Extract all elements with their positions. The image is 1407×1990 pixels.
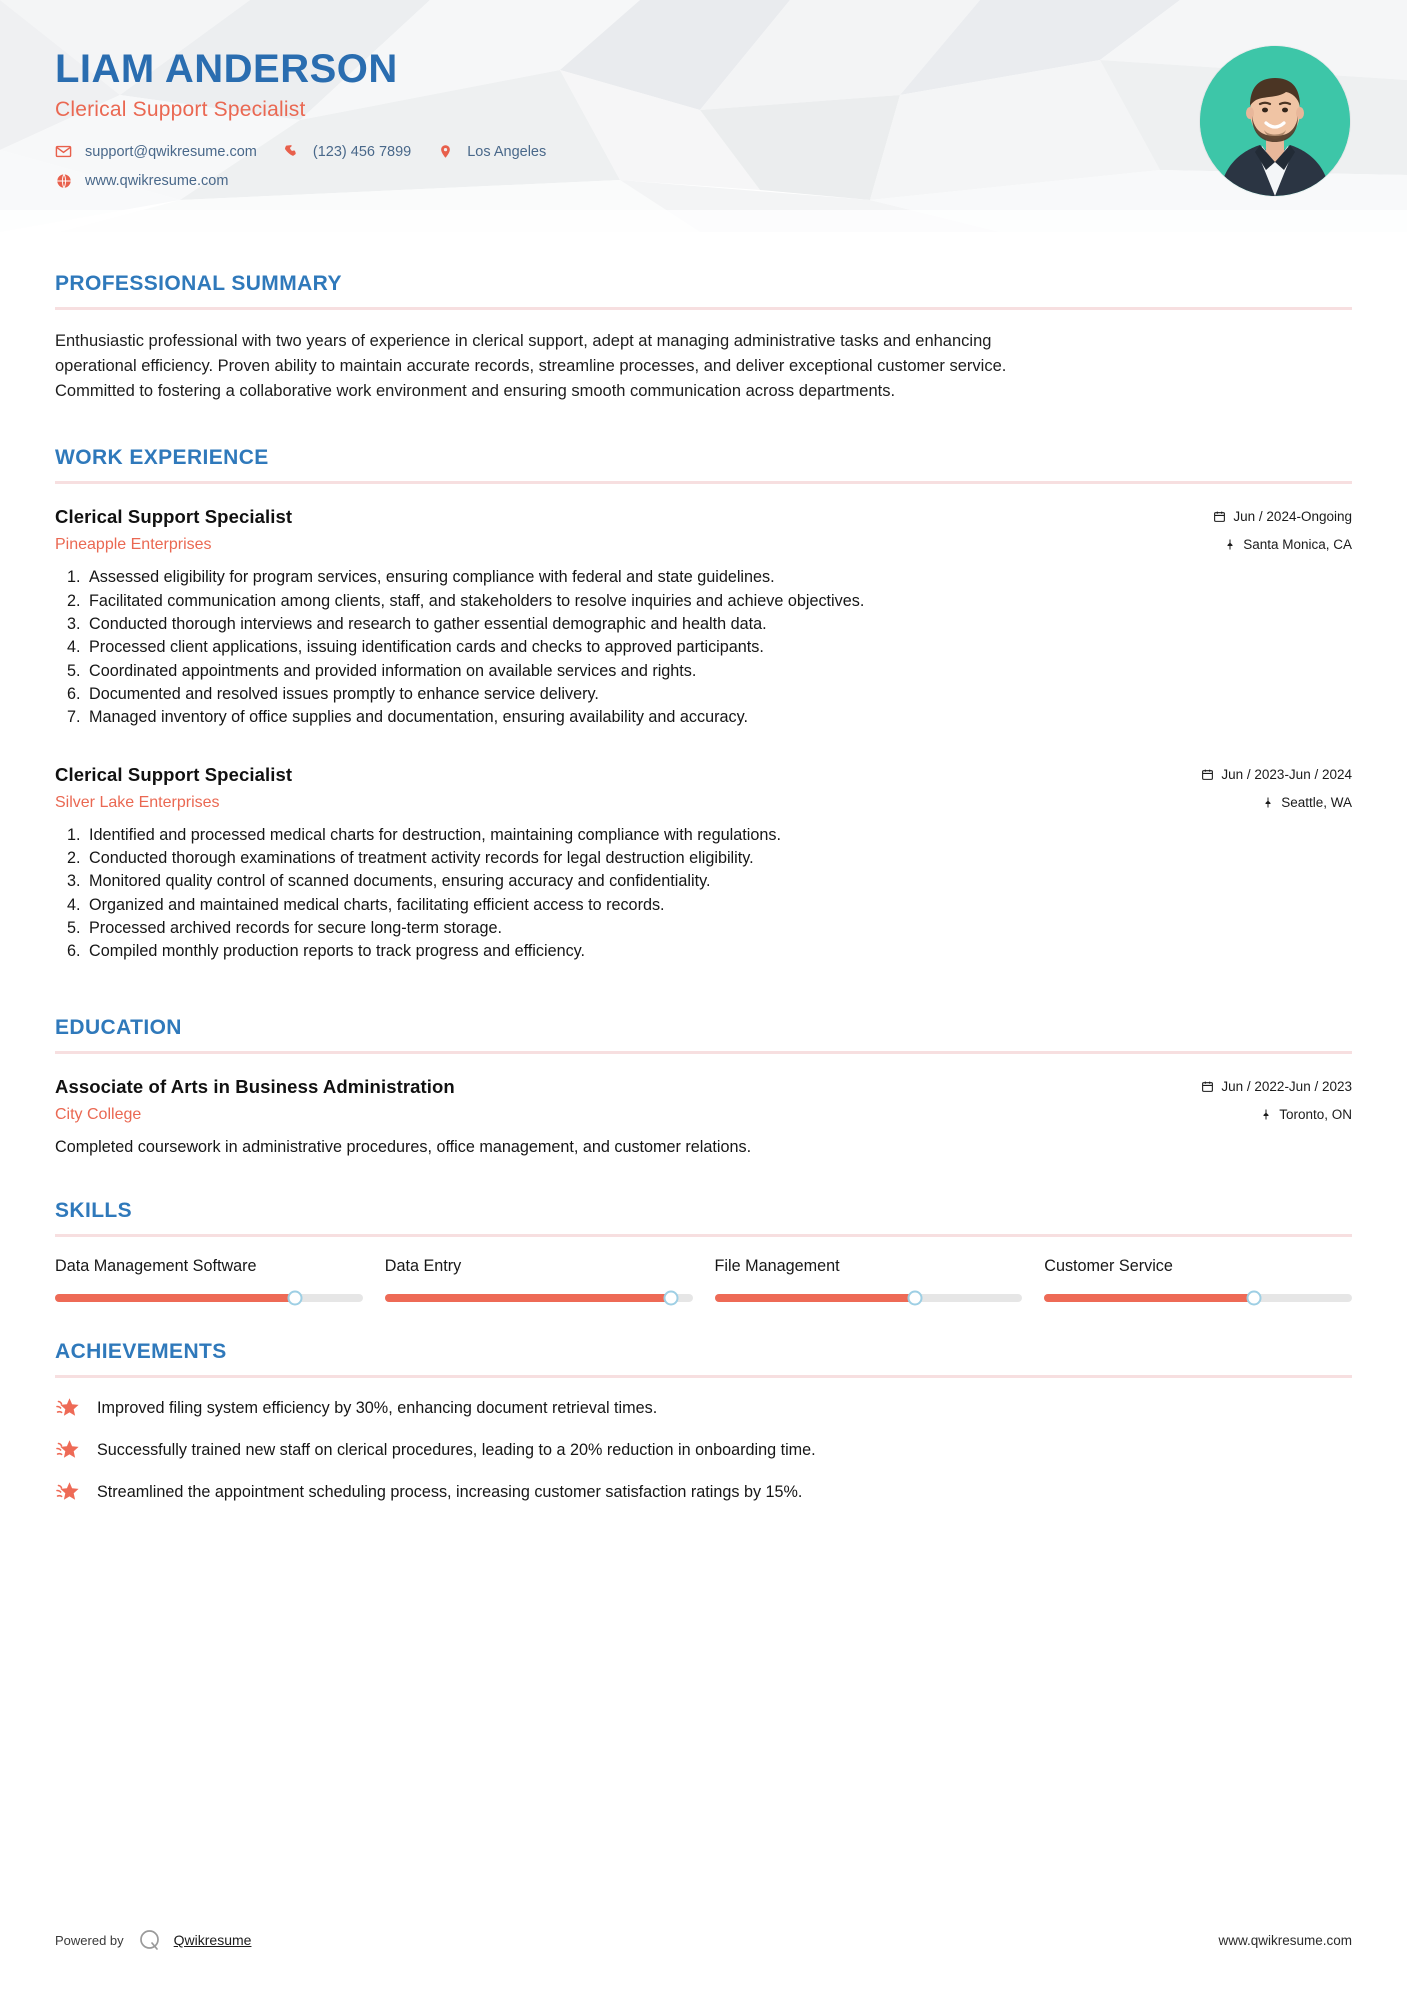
experience-location-value: Seattle, WA [1281, 794, 1352, 810]
powered-by [55, 1928, 251, 1952]
star-icon [55, 1397, 81, 1421]
page-title: LIAM ANDERSON [55, 47, 398, 91]
skill-progress-knob[interactable] [907, 1290, 922, 1305]
list-item [55, 1439, 1352, 1463]
skill-progress-fill [55, 1294, 295, 1302]
education-school: City College [55, 1105, 142, 1123]
experience-location [1213, 537, 1352, 552]
contact-row-secondary [55, 172, 1352, 189]
achievements-list [55, 1397, 1352, 1505]
section-divider [55, 307, 1352, 310]
skill-item [715, 1257, 1023, 1302]
experience-entry-meta [1201, 764, 1352, 810]
skill-item [55, 1257, 363, 1302]
list-item [55, 1481, 1352, 1505]
contact-website[interactable] [55, 172, 228, 189]
resume-footer [0, 1928, 1407, 1952]
list-item: 3. Monitored quality control of scanned documents, ensuring accuracy and confidentiality. [85, 870, 1352, 893]
star-icon [55, 1481, 81, 1505]
education-entry-meta [1201, 1076, 1352, 1122]
resume-body [0, 272, 1407, 1505]
experience-entry-left [55, 506, 1213, 554]
experience-organization: Pineapple Enterprises [55, 536, 212, 554]
powered-by-label: Powered by [55, 1932, 124, 1948]
email-icon [55, 143, 72, 160]
education-entry-left [55, 1076, 1201, 1124]
skill-progress-knob[interactable] [288, 1290, 303, 1305]
section-achievements [55, 1340, 1352, 1505]
skill-progress-track [55, 1294, 363, 1302]
list-item: 2. Facilitated communication among clients, staff, and stakeholders to resolve inquiries and achieve objectives. [85, 590, 1352, 613]
list-item: 3. Conducted thorough interviews and research to gather essential demographic and health data. [85, 613, 1352, 636]
section-divider [55, 481, 1352, 484]
contact-location-value: Los Angeles [467, 143, 547, 160]
experience-location-value: Santa Monica, CA [1243, 537, 1352, 553]
list-item: 2. Conducted thorough examinations of treatment activity records for legal destruction eligibility. [85, 847, 1352, 870]
skill-progress-track [715, 1294, 1023, 1302]
experience-date [1201, 767, 1352, 782]
skill-name: Data Management Software [55, 1256, 257, 1275]
list-item [55, 1397, 1352, 1421]
section-skills [55, 1199, 1352, 1302]
section-divider [55, 1234, 1352, 1237]
education-entry-header [55, 1076, 1352, 1124]
section-heading-education: EDUCATION [55, 1015, 182, 1039]
education-entry [55, 1076, 1352, 1159]
experience-organization: Silver Lake Enterprises [55, 793, 220, 811]
contact-email-value: support@qwikresume.com [85, 143, 257, 160]
qwikresume-logo-icon [138, 1928, 162, 1952]
skills-grid [55, 1257, 1352, 1302]
globe-icon [55, 172, 72, 189]
section-heading-skills: SKILLS [55, 1198, 133, 1222]
skill-name: Customer Service [1044, 1256, 1173, 1275]
education-description: Completed coursework in administrative procedures, office management, and customer relations. [55, 1137, 752, 1156]
experience-date-value: Jun / 2023-Jun / 2024 [1221, 766, 1352, 782]
skill-progress-fill [1044, 1294, 1253, 1302]
achievement-text: Streamlined the appointment scheduling process, increasing customer satisfaction ratings by 15%. [97, 1482, 803, 1501]
skill-progress-knob[interactable] [663, 1290, 678, 1305]
summary-text: Enthusiastic professional with two years of experience in clerical support, adept at managing administrative tasks and enhancing operational efficiency. Proven ability to maintain accurate records, streamline processes, and deliver exceptional customer service. Committed to fostering a collaborative work environment and ensuring smooth communication across departments. [55, 332, 1007, 401]
section-work-experience [55, 446, 1352, 963]
list-item: 6. Compiled monthly production reports to track progress and efficiency. [85, 940, 1352, 963]
location-icon [437, 143, 454, 160]
skill-name: Data Entry [384, 1256, 462, 1275]
contact-email[interactable] [55, 143, 257, 160]
experience-date [1213, 509, 1352, 524]
skill-progress-fill [385, 1294, 671, 1302]
achievement-text: Improved filing system efficiency by 30%, enhancing document retrieval times. [97, 1398, 658, 1417]
calendar-icon [1213, 510, 1226, 523]
skill-progress-track [385, 1294, 693, 1302]
achievement-text: Successfully trained new staff on clerical procedures, leading to a 20% reduction in onboarding time. [97, 1440, 816, 1459]
skill-progress-fill [715, 1294, 915, 1302]
section-professional-summary [55, 272, 1352, 404]
experience-location [1201, 795, 1352, 810]
resume-header [0, 0, 1407, 232]
skill-item [1044, 1257, 1352, 1302]
list-item: 4. Organized and maintained medical charts, facilitating efficient access to records. [85, 894, 1352, 917]
education-location [1201, 1107, 1352, 1122]
education-date-value: Jun / 2022-Jun / 2023 [1221, 1078, 1352, 1094]
pin-icon [1259, 1108, 1272, 1121]
experience-role: Clerical Support Specialist [55, 506, 293, 528]
section-divider [55, 1051, 1352, 1054]
section-heading-achievements: ACHIEVEMENTS [55, 1339, 227, 1363]
education-date [1201, 1079, 1352, 1094]
education-location-value: Toronto, ON [1279, 1106, 1352, 1122]
contact-location [437, 143, 546, 160]
footer-url: www.qwikresume.com [1218, 1932, 1352, 1948]
list-item: 6. Documented and resolved issues promptly to enhance service delivery. [85, 683, 1352, 706]
section-heading-summary: PROFESSIONAL SUMMARY [55, 272, 342, 295]
education-degree: Associate of Arts in Business Administration [55, 1075, 455, 1097]
pin-icon [1223, 538, 1236, 551]
pin-icon [1261, 796, 1274, 809]
qwikresume-brand-link[interactable]: Qwikresume [173, 1932, 252, 1948]
list-item: 1. Assessed eligibility for program services, ensuring compliance with federal and state guidelines. [85, 566, 1352, 589]
list-item: 4. Processed client applications, issuing identification cards and checks to approved participants. [85, 636, 1352, 659]
list-item: 5. Processed archived records for secure long-term storage. [85, 917, 1352, 940]
experience-role: Clerical Support Specialist [55, 763, 293, 785]
experience-date-value: Jun / 2024-Ongoing [1233, 509, 1352, 525]
experience-duties-list [55, 824, 1352, 964]
calendar-icon [1201, 768, 1214, 781]
skill-progress-track [1044, 1294, 1352, 1302]
list-item: 5. Coordinated appointments and provided information on available services and rights. [85, 660, 1352, 683]
skill-item [385, 1257, 693, 1302]
contact-website-value: www.qwikresume.com [85, 172, 229, 189]
experience-entry-header [55, 764, 1352, 812]
header-job-title: Clerical Support Specialist [55, 98, 306, 121]
skill-name: File Management [714, 1256, 840, 1275]
experience-entry [55, 506, 1352, 729]
phone-icon [283, 143, 300, 160]
contact-phone[interactable] [283, 143, 411, 160]
avatar [1200, 46, 1350, 196]
experience-duties-list [55, 566, 1352, 729]
list-item: 7. Managed inventory of office supplies and documentation, ensuring availability and accuracy. [85, 706, 1352, 729]
section-heading-experience: WORK EXPERIENCE [55, 446, 269, 470]
experience-entry [55, 764, 1352, 964]
section-education [55, 1016, 1352, 1159]
experience-entry-meta [1213, 506, 1352, 552]
calendar-icon [1201, 1080, 1214, 1093]
section-divider [55, 1375, 1352, 1378]
list-item: 1. Identified and processed medical charts for destruction, maintaining compliance with regulations. [85, 824, 1352, 847]
star-icon [55, 1439, 81, 1463]
experience-entry-header [55, 506, 1352, 554]
experience-entry-left [55, 764, 1201, 812]
skill-progress-knob[interactable] [1246, 1290, 1261, 1305]
contact-row-primary [55, 143, 1352, 160]
contact-phone-value: (123) 456 7899 [312, 143, 412, 160]
